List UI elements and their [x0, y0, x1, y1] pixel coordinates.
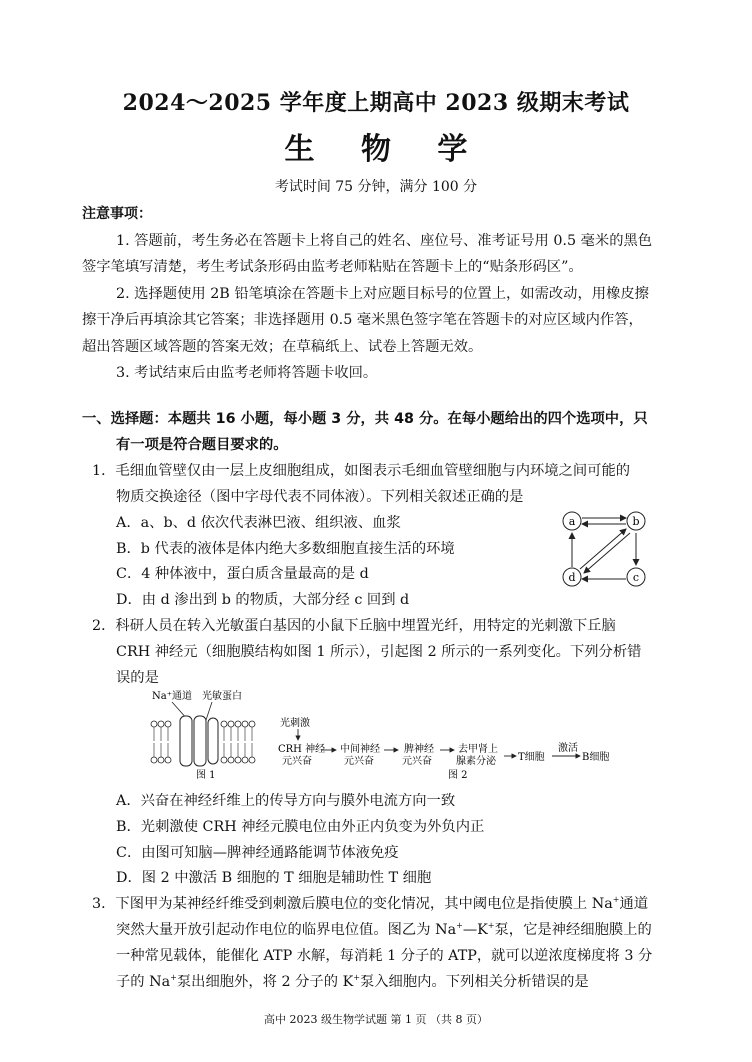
node-a-label: a — [568, 515, 576, 528]
note-line: 擦干净后再填涂其它答案；非选择题用 0.5 毫米黑色签字笔在答题卡的对应区域内作答， — [82, 312, 643, 328]
lipid-head — [151, 757, 157, 763]
q2-figure-1-membrane — [150, 688, 260, 780]
step-norepinephrine: 腺素分泌 — [456, 756, 496, 767]
q1-option-c: C．4 种体液中，蛋白质含量最高的是 d — [116, 566, 369, 582]
q1-stem-cont: 物质交换途径（图中字母代表不同体液）。下列相关叙述正确的是 — [116, 489, 524, 505]
lipid-head — [235, 721, 241, 727]
note-line: 3. 考试结束后由监考老师将答题卡收回。 — [116, 365, 378, 381]
q3-stem: 3．下图甲为某神经纤维受到刺激后膜电位的变化情况，其中阈电位是指使膜上 Na+通道 — [92, 895, 649, 912]
section-heading: 一、选择题：本题共 16 小题，每小题 3 分，共 48 分。在每小题给出的四个选项中，只 — [82, 411, 648, 427]
fig2-caption: 图 2 — [448, 770, 468, 781]
na-channel-protein — [194, 716, 206, 766]
lipid-head — [221, 721, 227, 727]
q2-option-c: C．由图可知脑—脾神经通路能调节体液免疫 — [116, 845, 399, 861]
lipid-head — [228, 721, 234, 727]
lipid-head — [249, 721, 255, 727]
step-interneuron: 元兴奋 — [344, 756, 374, 767]
q2-option-d: D．图 2 中激活 B 细胞的 T 细胞是辅助性 T 细胞 — [116, 870, 432, 886]
lipid-head — [158, 721, 164, 727]
lipid-head — [165, 721, 171, 727]
q3-stem-cont: 一种常见载体，能催化 ATP 水解，每消耗 1 分子的 ATP，就可以逆浓度梯度将 3 分 — [116, 948, 653, 964]
q2-option-b: B．光刺激使 CRH 神经元膜电位由外正内负变为外负内正 — [116, 819, 485, 835]
lipid-head — [158, 757, 164, 763]
q1-option-d: D．由 d 渗出到 b 的物质，大部分经 c 回到 d — [116, 592, 410, 608]
node-b-label: b — [632, 515, 640, 528]
node-d-label: d — [568, 571, 576, 584]
q3-stem-cont: 子的 Na+泵出细胞外，将 2 分子的 K+泵入细胞内。下列相关分析错误的是 — [116, 973, 589, 990]
step-t-cell: T细胞 — [518, 752, 545, 763]
note-line: 超出答题区域答题的答案无效；在草稿纸上、试卷上答题无效。 — [82, 339, 483, 355]
step-crh: 元兴奋 — [282, 756, 312, 767]
lipid-head — [235, 757, 241, 763]
step-interneuron: 中间神经 — [340, 744, 380, 755]
q2-figure-2-pathway — [272, 712, 617, 782]
q1-fluid-diagram — [552, 505, 662, 595]
q2-stem-cont: 误的是 — [116, 670, 159, 686]
node-c-label: c — [632, 571, 640, 584]
activate-label: 激活 — [558, 743, 578, 754]
note-line: 2. 选择题使用 2B 铅笔填涂在答题卡上对应题目标号的位置上，如需改动，用橡皮擦 — [116, 286, 649, 302]
subject-title: 生 物 学 — [284, 132, 486, 167]
q1-option-b: B．b 代表的液体是体内绝大多数细胞直接生活的环境 — [116, 541, 455, 557]
note-line: 1. 答题前，考生务必在答题卡上将自己的姓名、座位号、准考证号用 0.5 毫米的黑色 — [116, 233, 653, 249]
note-line: 签字笔填写清楚，考生考试条形码由监考老师粘贴在答题卡上的“贴条形码区”。 — [82, 259, 583, 275]
photoprotein-shape — [208, 718, 218, 764]
arrow-b-to-d — [584, 533, 630, 573]
lipid-head — [242, 721, 248, 727]
section-heading-cont: 有一项是符合题目要求的。 — [116, 437, 288, 453]
exam-title: 2024～2025 学年度上期高中 2023 级期末考试 — [122, 90, 630, 116]
fig1-caption: 图 1 — [196, 770, 216, 780]
exam-time-info: 考试时间 75 分钟，满分 100 分 — [274, 179, 478, 195]
q1-option-a: A．a、b、d 依次代表淋巴液、组织液、血浆 — [116, 515, 401, 531]
step-norepinephrine: 去甲肾上 — [458, 744, 498, 755]
lipid-head — [151, 721, 157, 727]
step-crh: CRH 神经 — [278, 744, 326, 755]
q2-stem: 2．科研人员在转入光敏蛋白基因的小鼠下丘脑中埋置光纤，用特定的光刺激下丘脑 — [92, 618, 616, 634]
step-splenic-nerve: 元兴奋 — [402, 756, 432, 767]
lipid-head — [221, 757, 227, 763]
arrow-d-to-b — [580, 529, 626, 569]
q3-stem-cont: 突然大量开放引起动作电位的临界电位值。图乙为 Na+—K+泵，它是神经细胞膜上的 — [116, 921, 652, 938]
page-footer: 高中 2023 级生物学试题 第 1 页 （共 8 页） — [264, 1013, 488, 1026]
step-splenic-nerve: 脾神经 — [404, 744, 434, 755]
q2-option-a: A．兴奋在神经纤维上的传导方向与膜外电流方向一致 — [116, 793, 456, 809]
lipid-head — [249, 757, 255, 763]
na-channel-protein — [180, 716, 192, 766]
stimulus-label: 光刺激 — [280, 718, 310, 729]
na-channel-label: Na⁺通道 — [152, 691, 192, 702]
notes-heading: 注意事项： — [82, 206, 152, 222]
step-b-cell: B细胞 — [582, 752, 610, 763]
photoprotein-label: 光敏蛋白 — [202, 691, 242, 702]
q1-stem: 1．毛细血管壁仅由一层上皮细胞组成，如图表示毛细血管壁细胞与内环境之间可能的 — [92, 463, 631, 479]
lipid-head — [165, 757, 171, 763]
lipid-head — [228, 757, 234, 763]
lipid-head — [242, 757, 248, 763]
q2-stem-cont: CRH 神经元（细胞膜结构如图 1 所示），引起图 2 所示的一系列变化。下列分析错 — [116, 644, 642, 660]
